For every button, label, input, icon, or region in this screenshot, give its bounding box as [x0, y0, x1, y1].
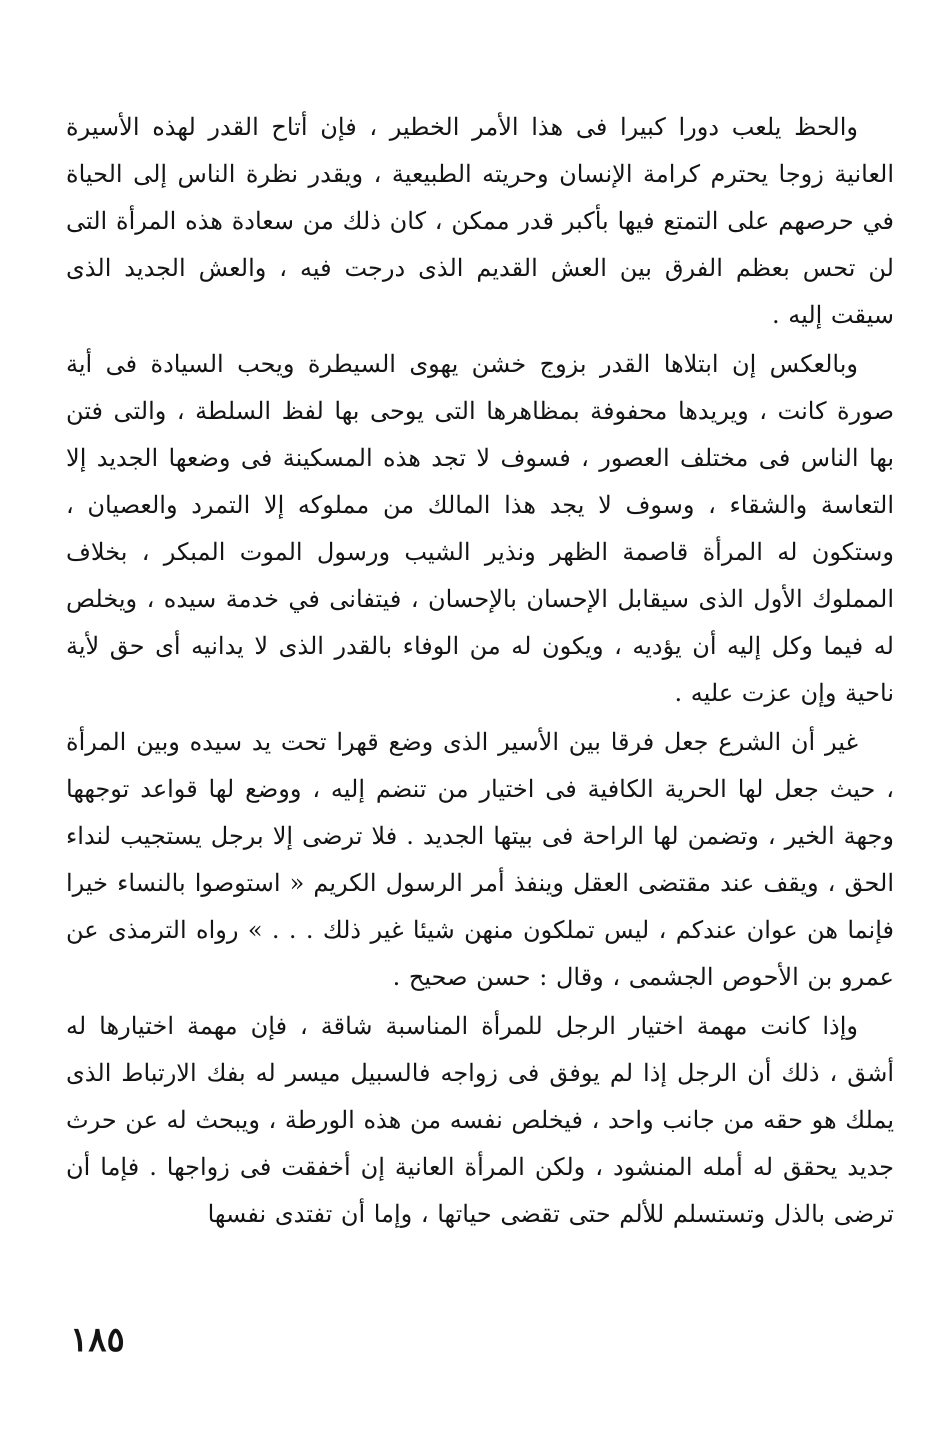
page-body-text	[66, 104, 894, 1238]
paragraph-1: والحظ يلعب دورا كبيرا فى هذا الأمر الخطير ، فإن أتاح القدر لهذه الأسيرة العانية زوجا يحترم كرامة الإنسان وحريته الطبيعية ، ويقدر نظرة الناس إلى الحياة في حرصهم على التمتع فيها بأكبر قدر ممكن ، كان ذلك من سعادة هذه المرأة التى لن تحس بعظم الفرق بين العش القديم الذى درجت فيه ، والعش الجديد الذى سيقت إليه .	[66, 113, 894, 329]
paragraph-4: وإذا كانت مهمة اختيار الرجل للمرأة المناسبة شاقة ، فإن مهمة اختيارها له أشق ، ذلك أن الرجل إذا لم يوفق فى زواجه فالسبيل ميسر له بفك الارتباط الذى يملك هو حقه من جانب واحد ، فيخلص نفسه من هذه الورطة ، ويبحث له عن حرث جديد يحقق له أمله المنشود ، ولكن المرأة العانية إن أخفقت فى زواجها . فإما أن ترضى بالذل وتستسلم للألم حتى تقضى حياتها ، وإما أن تفتدى نفسها	[66, 1012, 894, 1228]
paragraph-2: وبالعكس إن ابتلاها القدر بزوج خشن يهوى السيطرة ويحب السيادة فى أية صورة كانت ، ويريدها محفوفة بمظاهرها التى يوحى بها لفظ السلطة ، والتى فتن بها الناس فى مختلف العصور ، فسوف لا تجد هذه المسكينة فى وضعها الجديد إلا التعاسة والشقاء ، وسوف لا يجد هذا المالك من مملوكه إلا التمرد والعصيان ، وستكون له المرأة قاصمة الظهر ونذير الشيب ورسول الموت المبكر ، بخلاف المملوك الأول الذى سيقابل الإحسان بالإحسان ، فيتفانى في خدمة سيده ، ويخلص له فيما وكل إليه أن يؤديه ، ويكون له من الوفاء بالقدر الذى لا يدانيه أى حق لأية ناحية وإن عزت عليه .	[66, 350, 894, 707]
page-number: ١٨٥	[70, 1320, 125, 1360]
paragraph-3: غير أن الشرع جعل فرقا بين الأسير الذى وضع قهرا تحت يد سيده وبين المرأة ، حيث جعل لها الحرية الكافية فى اختيار من تنضم إليه ، ووضع لها قواعد توجهها وجهة الخير ، وتضمن لها الراحة فى بيتها الجديد . فلا ترضى إلا برجل يستجيب لنداء الحق ، ويقف عند مقتضى العقل وينفذ أمر الرسول الكريم « استوصوا بالنساء خيرا فإنما هن عوان عندكم ، ليس تملكون منهن شيئا غير ذلك . . . » رواه الترمذى عن عمرو بن الأحوص الجشمى ، وقال : حسن صحيح .	[66, 728, 895, 991]
